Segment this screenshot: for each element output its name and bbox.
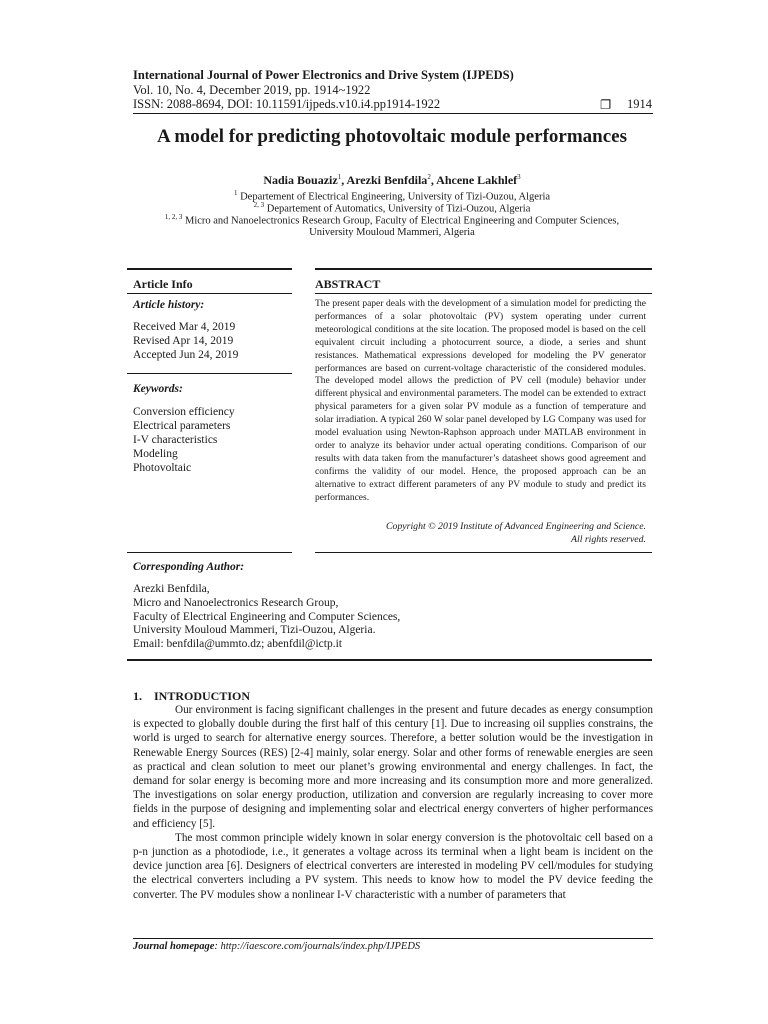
keyword-item: Conversion efficiency [133,406,235,418]
article-info-heading-rule [127,293,292,294]
author-list: Nadia Bouaziz$^1$, Arezki Benfdila$^2$, Ahcene Lakhlef$^3$ [263,173,521,187]
abstract-text: The present paper deals with the development of a simulation model for predicting the performances of a solar photovoltaic (PV) system operating under current meteorological conditions at the site location. The proposed model is based on the cell equivalent circuit including a photocurrent source, a diode, a series and shunt resistances. Mathematical expressions developed for modeling the PV generator performances are based on current-voltage characteristic of the considered modules. The developed model allows the prediction of PV cell (module) behavior under different physical and environmental parameters. The model can be extended to extract physical parameters for a given solar PV module as a function of temperature and solar irradiation. A typical 260 W solar panel developed by LG Company was used for model evaluation using Newton-Raphson approach under MATLAB environment in order to analyze its behavior under actual operating conditions. Comparison of our results with data taken from the manufacturer’s datasheet shows good agreement and confirms the validity of our model. Hence, the proposed approach can be an alternative to extract different parameters of any PV module to study and predict its performances. [315,299,646,503]
volume-info: Vol. 10, No. 4, December 2019, pp. 1914~1922 [133,83,371,97]
journal-homepage: Journal homepage: http://iaescore.com/journals/index.php/IJPEDS [133,941,421,952]
paper-title: A model for predicting photovoltaic module performances [156,126,628,147]
abstract-heading-rule [315,293,652,294]
keywords-rule [127,552,292,553]
article-info-top-rule [127,268,292,270]
keyword-item: Modeling [133,448,178,460]
corresponding-details: Arezki Benfdila, Micro and Nanoelectronics Research Group, Faculty of Electrical Engineering and Computer Sciences, University Mouloud Mammeri, Tizi-Ouzou, Algeria. Email: benfdila@ummto.dz; abenfdil@ictp.it [133,583,401,651]
section-heading-introduction: 1. INTRODUCTION [133,689,251,703]
footer-rule [133,938,653,939]
author-name: Nadia Bouaziz [263,173,338,187]
paragraph: The most common principle widely known in solar energy conversion is the photovoltaic cell based on a p-n junction as a photodiode, i.e., it generates a voltage across its terminal when a light beam is incident on the device junction area [6]. Designers of electrical converters are interested in modeling PV cell/modules for studying the electrical converters including a PV system. This needs to know how to model the PV device feeding the converter. The PV modules show a nonlinear I-V characteristic with a number of parameters that [133,831,653,901]
affiliation: University Mouloud Mammeri, Algeria [309,227,475,238]
article-info-heading: Article Info [133,277,193,291]
affiliation: $^{1, 2, 3}$ Micro and Nanoelectronics Research Group, Faculty of Electrical Engineering and Computer Sciences, [164,213,620,227]
history-rule [127,373,292,374]
history-label: Article history: [133,299,205,311]
affiliation: $^{2, 3}$ Departement of Automatics, University of Tizi-Ouzou, Algeria [253,201,531,215]
abstract-heading: ABSTRACT [315,277,381,291]
page-number: 1914 [627,97,652,111]
history-item: Revised Apr 14, 2019 [133,335,234,347]
keyword-item: Photovoltaic [133,462,192,474]
keywords-list [133,405,235,475]
abstract-top-rule [315,268,652,270]
homepage-link[interactable]: http://iaescore.com/journals/index.php/IJPEDS [220,941,421,952]
keywords-label: Keywords: [133,383,183,395]
author-name: Arezki Benfdila [346,173,428,187]
page-box-icon: ❐ [600,98,612,112]
journal-name: International Journal of Power Electronics and Drive System (IJPEDS) [133,68,514,82]
corresponding-label: Corresponding Author: [133,561,245,573]
history-list [133,320,238,362]
history-item: Accepted Jun 24, 2019 [133,349,239,361]
corresponding-bottom-rule [127,659,652,661]
header-rule [133,113,653,114]
history-item: Received Mar 4, 2019 [133,321,236,333]
abstract-bottom-rule [315,552,652,553]
corresponding-email[interactable]: Email: benfdila@ummto.dz; abenfdil@ictp.it [133,638,342,651]
issn-doi: ISSN: 2088-8694, DOI: 10.11591/ijpeds.v10.i4.pp1914-1922 [133,97,441,111]
paragraph: Our environment is facing significant challenges in the present and future decades as energy consumption is expected to globally double during the first half of this century [1]. Due to increasing oil supplies constrains, the world is urged to search for alternative energy sources. Therefore, a better solution would be the investigation in Renewable Energy Sources (RES) [2-4] mainly, solar energy. Solar and other forms of renewable energies are seen as practical and clean solution to meet our planet’s growing environmental and energy challenges. In fact, the demand for solar energy is becoming more and more increasing and its consumption more and more generalized. The investigations on solar energy production, utilization and conversion are regularly increasing to cover more fields in the purpose of designing and implementing solar and electrical energy converters of higher performances and efficiency [5]. [133,704,653,830]
keyword-item: I-V characteristics [133,434,218,446]
author-name: Ahcene Lakhlef [436,173,518,187]
copyright-notice: Copyright © 2019 Institute of Advanced Engineering and Science. All rights reserved. [385,521,646,545]
affiliation: $^1$ Departement of Electrical Engineering, University of Tizi-Ouzou, Algeria [233,189,551,203]
introduction-body [133,703,653,902]
keyword-item: Electrical parameters [133,420,231,432]
